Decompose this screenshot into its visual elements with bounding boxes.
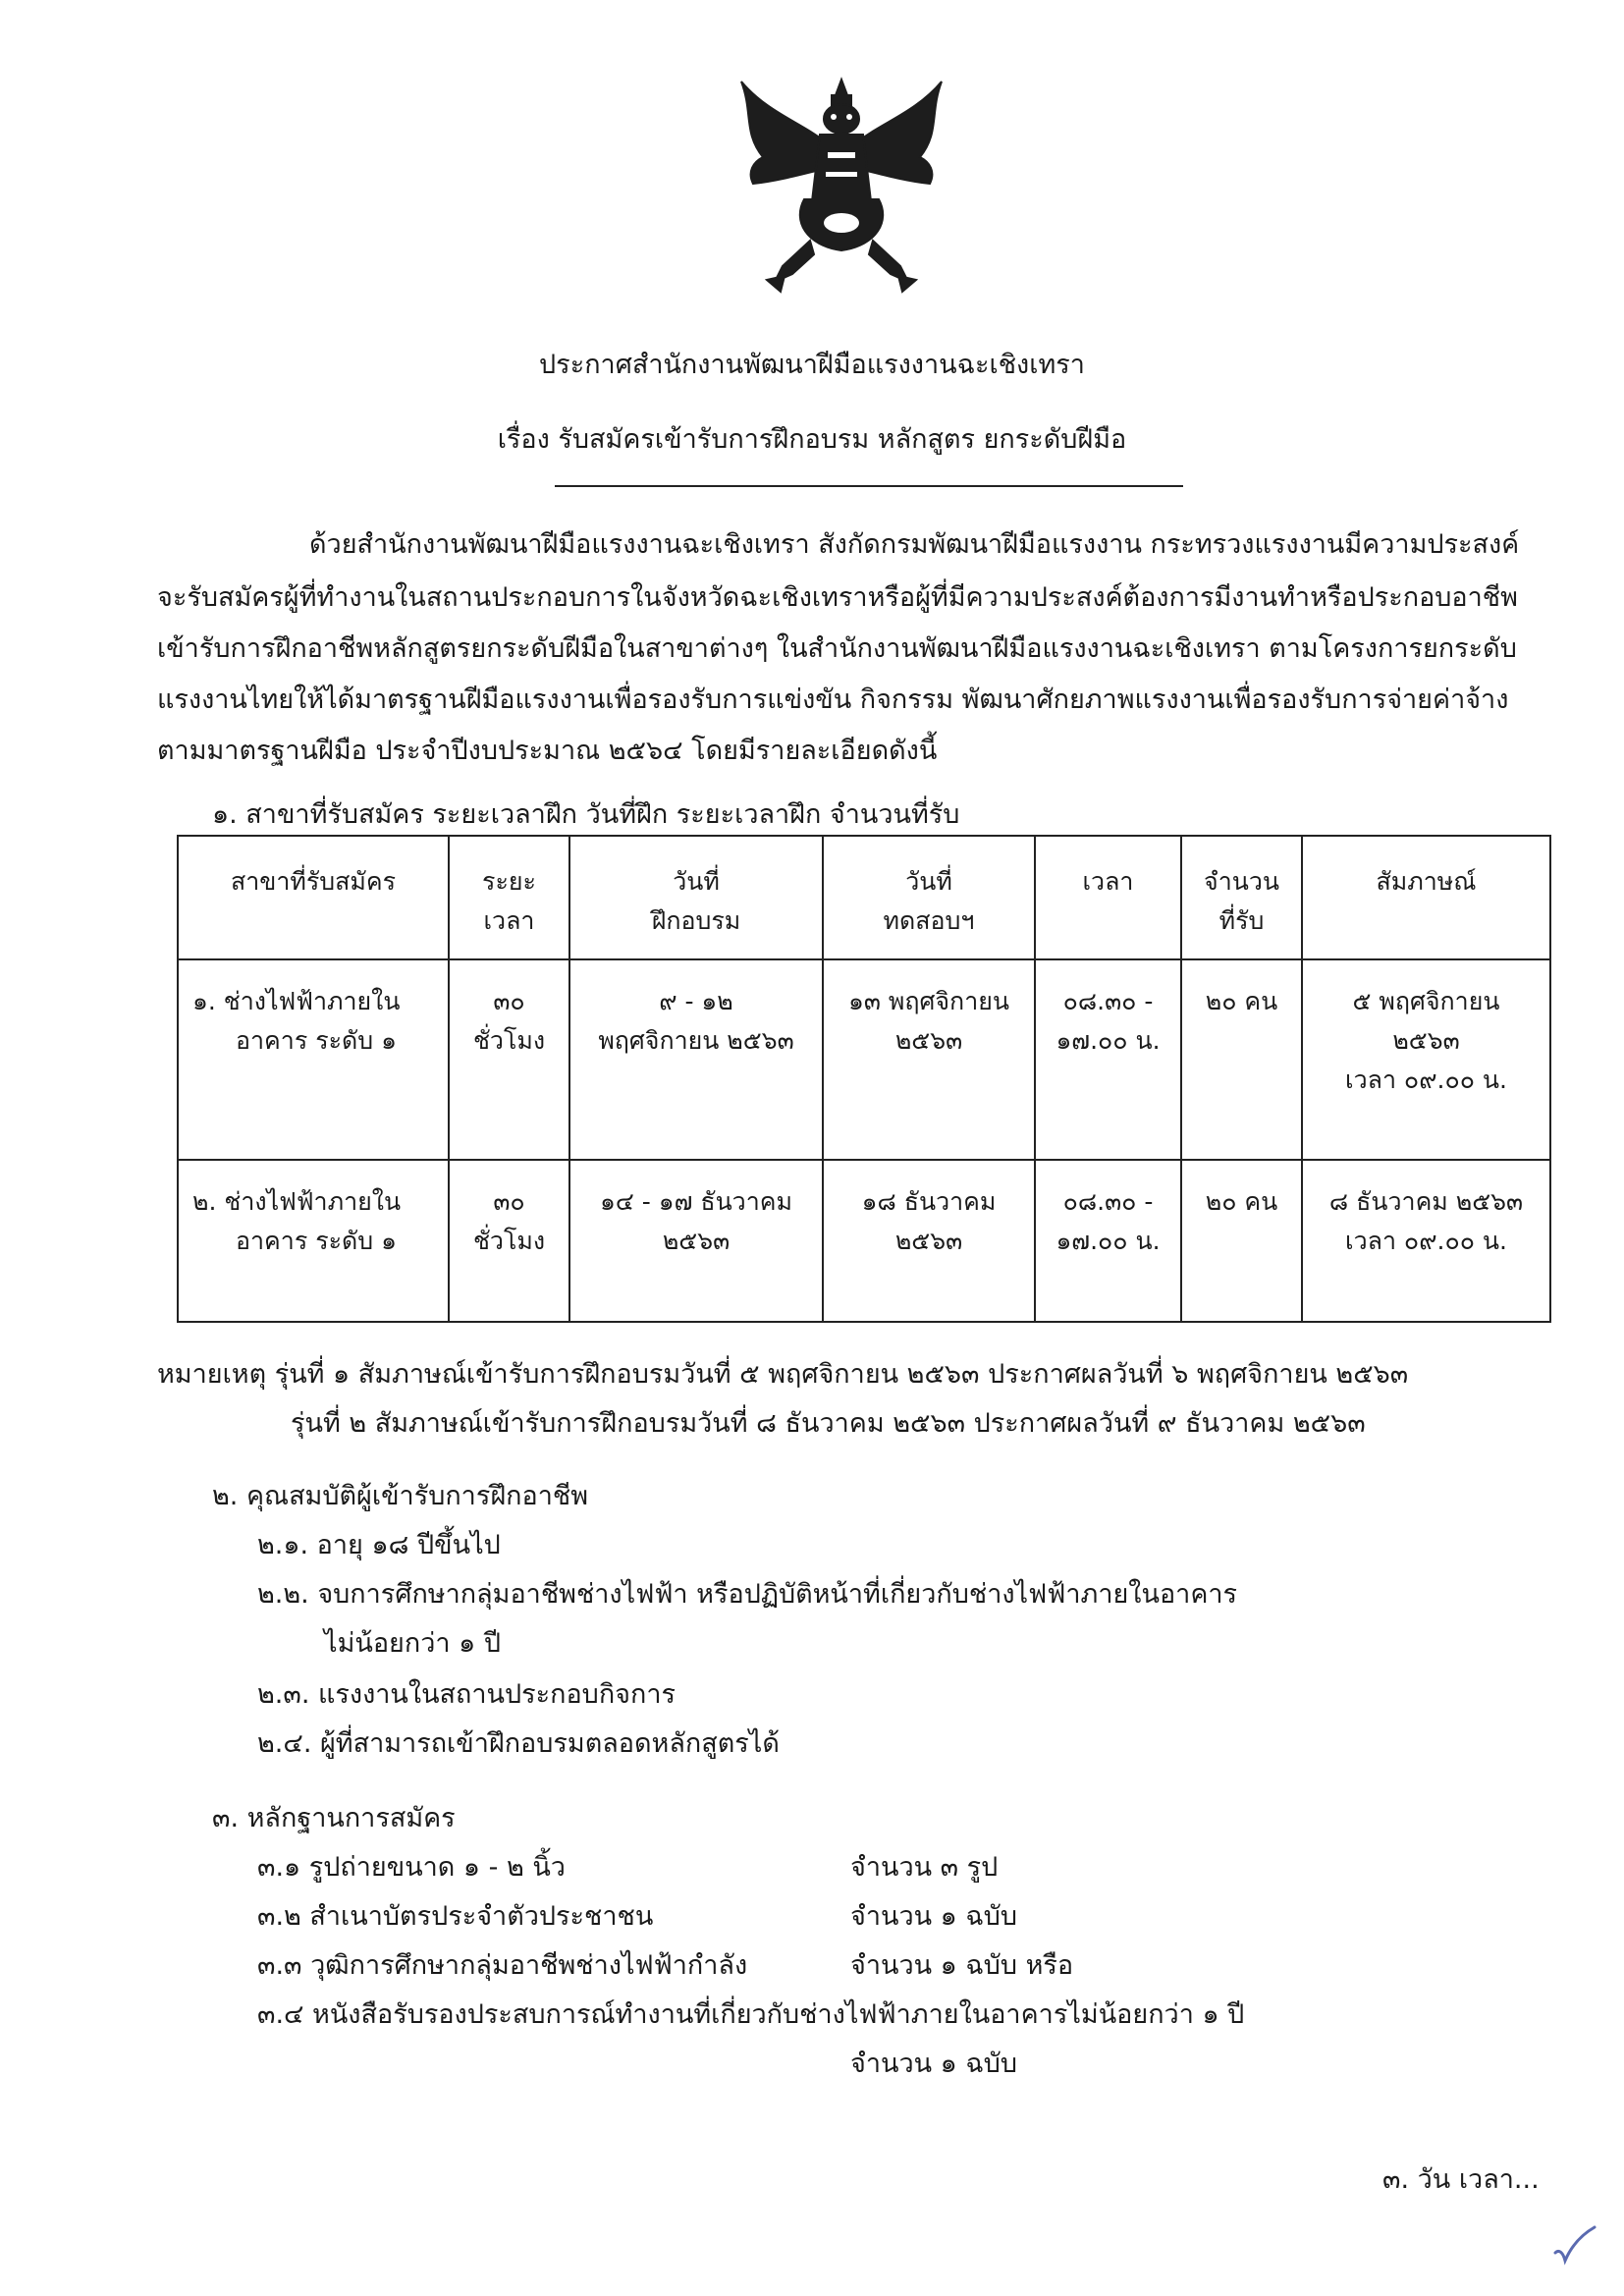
page-continuation: ๓. วัน เวลา... [1382, 2164, 1540, 2195]
qualification-item: ๒.๔. ผู้ที่สามารถเข้าฝึกอบรมตลอดหลักสูตรได้ [257, 1728, 780, 1759]
cell-interview: ๘ ธันวาคม ๒๕๖๓ เวลา ๐๙.๐๐ น. [1302, 1160, 1550, 1322]
schedule-table [177, 835, 1549, 1321]
title-divider [555, 485, 1183, 487]
qualification-item: ๒.๒. จบการศึกษากลุ่มอาชีพช่างไฟฟ้า หรือปฏิบัติหน้าที่เกี่ยวกับช่างไฟฟ้าภายในอาคาร [257, 1579, 1238, 1610]
announcement-subject: เรื่อง รับสมัครเข้ารับการฝึกอบรม หลักสูตร ยกระดับฝีมือ [497, 424, 1127, 455]
cell-train-date: ๙ - ๑๒ พฤศจิกายน ๒๕๖๓ [569, 959, 823, 1160]
cell-branch: ๒. ช่างไฟฟ้าภายใน อาคาร ระดับ ๑ [178, 1160, 449, 1322]
cell-branch: ๑. ช่างไฟฟ้าภายใน อาคาร ระดับ ๑ [178, 959, 449, 1160]
document-item-qty: จำนวน ๑ ฉบับ [850, 2049, 1018, 2079]
check-mark-icon [1549, 2223, 1598, 2269]
document-item-qty: จำนวน ๑ ฉบับ หรือ [850, 1950, 1074, 1981]
intro-line-4: แรงงานไทยให้ได้มาตรฐานฝีมือแรงงานเพื่อรองรับการแข่งขัน กิจกรรม พัฒนาศักยภาพแรงงานเพื่อรองรับการจ่ายค่าจ้าง [157, 684, 1509, 715]
table-header-row [178, 836, 1550, 959]
table-row [178, 959, 1550, 1160]
section2-heading: ๒. คุณสมบัติผู้เข้ารับการฝึกอาชีพ [212, 1481, 589, 1511]
cell-capacity: ๒๐ คน [1181, 959, 1302, 1160]
col-header-test-date: วันที่ ทดสอบฯ [823, 836, 1035, 959]
col-header-train-date: วันที่ ฝึกอบรม [569, 836, 823, 959]
cell-time: ๐๘.๓๐ - ๑๗.๐๐ น. [1035, 959, 1181, 1160]
cell-test-date: ๑๘ ธันวาคม ๒๕๖๓ [823, 1160, 1035, 1322]
garuda-emblem-icon [724, 74, 959, 295]
col-header-duration: ระยะ เวลา [449, 836, 569, 959]
qualification-item: ๒.๑. อายุ ๑๘ ปีขึ้นไป [257, 1530, 501, 1560]
qualification-item-continued: ไม่น้อยกว่า ๑ ปี [324, 1628, 501, 1659]
cell-duration: ๓๐ ชั่วโมง [449, 1160, 569, 1322]
intro-line-5: ตามมาตรฐานฝีมือ ประจำปีงบประมาณ ๒๕๖๔ โดยมีรายละเอียดดังนี้ [157, 736, 938, 766]
section1-heading: ๑. สาขาที่รับสมัคร ระยะเวลาฝึก วันที่ฝึก ระยะเวลาฝึก จำนวนที่รับ [212, 799, 960, 830]
qualification-item: ๒.๓. แรงงานในสถานประกอบกิจการ [257, 1679, 677, 1710]
intro-line-2: จะรับสมัครผู้ที่ทำงานในสถานประกอบการในจังหวัดฉะเชิงเทราหรือผู้ที่มีความประสงค์ต้องการมีงานทำหรือประกอบอาชีพ [157, 582, 1518, 613]
remark-line-2: รุ่นที่ ๒ สัมภาษณ์เข้ารับการฝึกอบรมวันที่ ๘ ธันวาคม ๒๕๖๓ ประกาศผลวันที่ ๙ ธันวาคม ๒๕๖๓ [291, 1408, 1366, 1439]
section3-heading: ๓. หลักฐานการสมัคร [212, 1803, 456, 1833]
col-header-branch: สาขาที่รับสมัคร [178, 836, 449, 959]
cell-duration: ๓๐ ชั่วโมง [449, 959, 569, 1160]
document-item-label: ๓.๑ รูปถ่ายขนาด ๑ - ๒ นิ้ว [257, 1852, 566, 1883]
document-item-label: ๓.๒ สำเนาบัตรประจำตัวประชาชน [257, 1901, 654, 1932]
cell-capacity: ๒๐ คน [1181, 1160, 1302, 1322]
document-item-qty: จำนวน ๓ รูป [850, 1852, 999, 1883]
cell-train-date: ๑๔ - ๑๗ ธันวาคม ๒๕๖๓ [569, 1160, 823, 1322]
table-row [178, 1160, 1550, 1322]
remark-line-1: หมายเหตุ รุ่นที่ ๑ สัมภาษณ์เข้ารับการฝึกอบรมวันที่ ๕ พฤศจิกายน ๒๕๖๓ ประกาศผลวันที่ ๖ พฤศจิกายน ๒๕๖๓ [157, 1359, 1409, 1390]
intro-line-3: เข้ารับการฝึกอาชีพหลักสูตรยกระดับฝีมือในสาขาต่างๆ ในสำนักงานพัฒนาฝีมือแรงงานฉะเชิงเทรา ตามโครงการยกระดับ [157, 633, 1517, 664]
document-item-label: ๓.๓ วุฒิการศึกษากลุ่มอาชีพช่างไฟฟ้ากำลัง [257, 1950, 748, 1981]
cell-time: ๐๘.๓๐ - ๑๗.๐๐ น. [1035, 1160, 1181, 1322]
cell-interview: ๕ พฤศจิกายน ๒๕๖๓ เวลา ๐๙.๐๐ น. [1302, 959, 1550, 1160]
announcement-title: ประกาศสำนักงานพัฒนาฝีมือแรงงานฉะเชิงเทรา [539, 350, 1085, 380]
document-item-qty: จำนวน ๑ ฉบับ [850, 1901, 1018, 1932]
col-header-time: เวลา [1035, 836, 1181, 959]
cell-test-date: ๑๓ พฤศจิกายน ๒๕๖๓ [823, 959, 1035, 1160]
col-header-interview: สัมภาษณ์ [1302, 836, 1550, 959]
col-header-capacity: จำนวน ที่รับ [1181, 836, 1302, 959]
document-item-label: ๓.๔ หนังสือรับรองประสบการณ์ทำงานที่เกี่ยวกับช่างไฟฟ้าภายในอาคารไม่น้อยกว่า ๑ ปี [257, 1999, 1245, 2030]
intro-line-1: ด้วยสำนักงานพัฒนาฝีมือแรงงานฉะเชิงเทรา สังกัดกรมพัฒนาฝีมือแรงงาน กระทรวงแรงงานมีความประสงค์ [309, 529, 1520, 560]
